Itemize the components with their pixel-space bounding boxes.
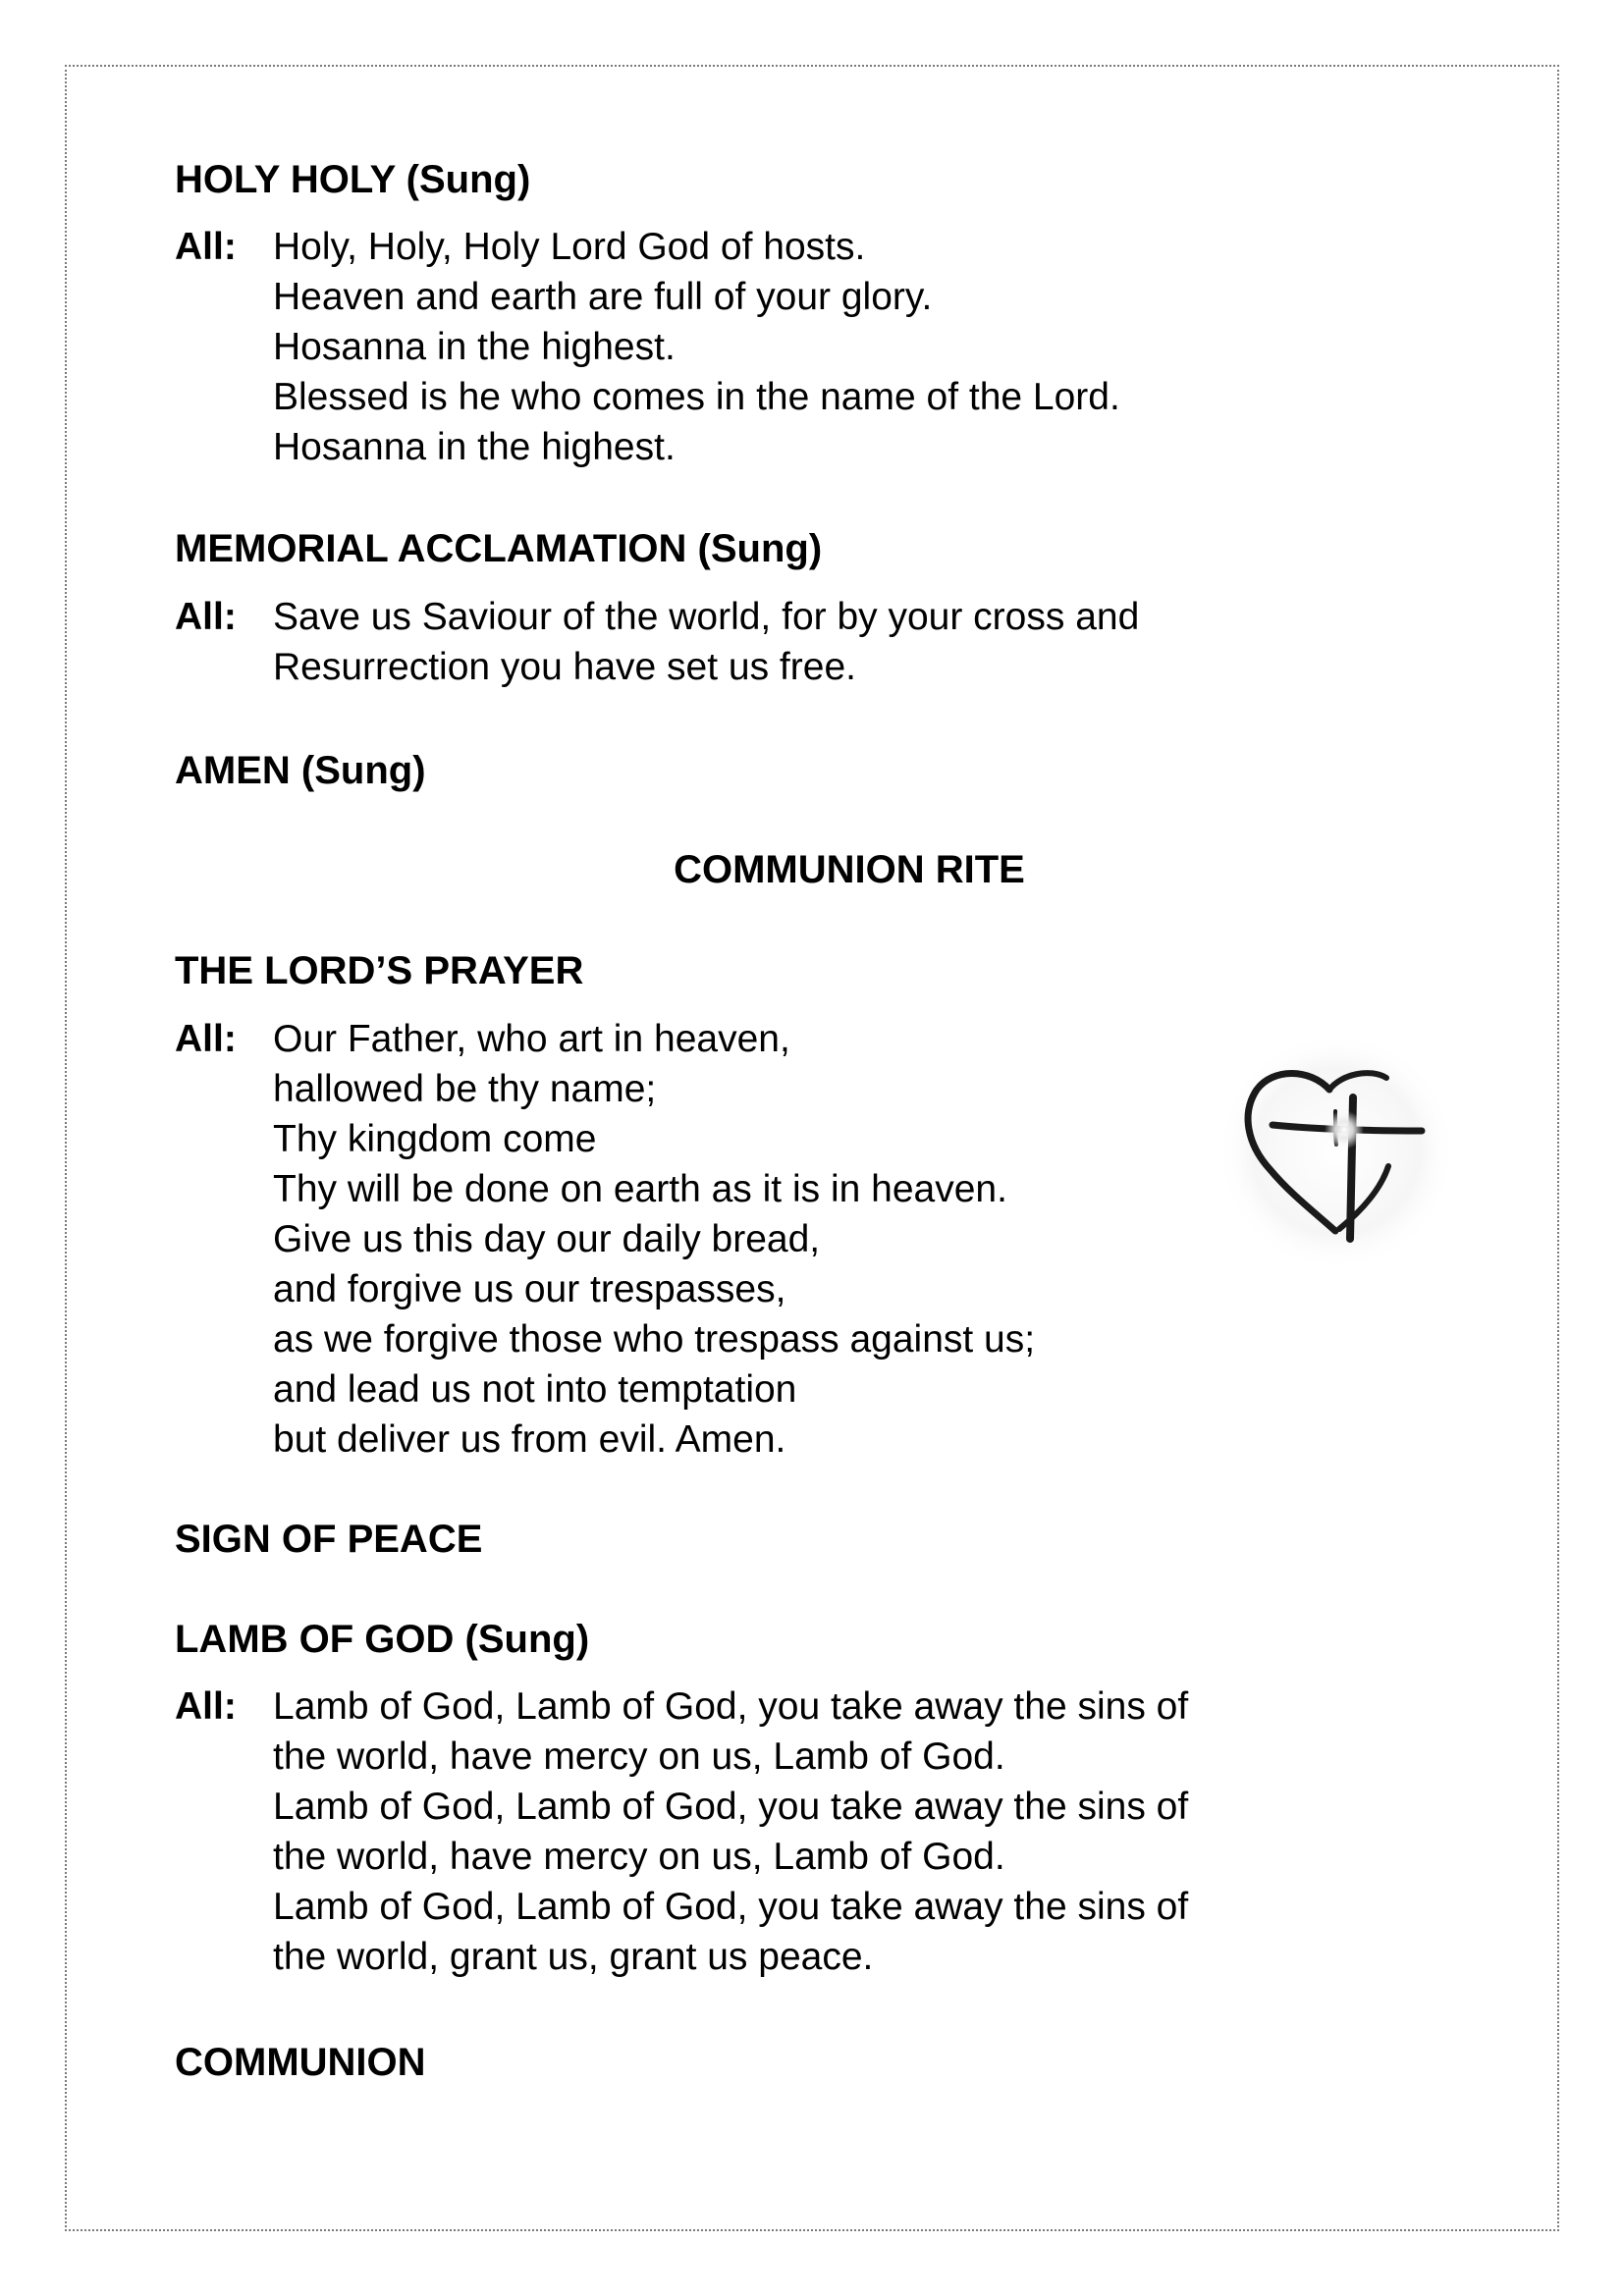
text-line: Hosanna in the highest. [273,426,676,468]
response-label: All: [175,226,237,268]
heading-holy-holy: HOLY HOLY (Sung) [175,158,531,201]
heading-amen: AMEN (Sung) [175,749,426,792]
response-label: All: [175,1018,237,1060]
text-line: and lead us not into temptation [273,1368,797,1411]
text-line: and forgive us our trespasses, [273,1268,786,1310]
text-line: Give us this day our daily bread, [273,1218,821,1260]
heading-lords-prayer: THE LORD’S PRAYER [175,949,584,992]
text-line: as we forgive those who trespass against us; [273,1318,1036,1361]
text-line: Lamb of God, Lamb of God, you take away the sins of [273,1685,1189,1728]
text-line: Lamb of God, Lamb of God, you take away the sins of [273,1786,1189,1828]
text-line: Holy, Holy, Holy Lord God of hosts. [273,226,866,268]
response-label: All: [175,1685,237,1728]
heading-communion-rite: COMMUNION RITE [674,848,1025,891]
text-line: Save us Saviour of the world, for by your cross and [273,596,1140,638]
text-line: the world, have mercy on us, Lamb of God. [273,1836,1005,1878]
heart-cross-icon [1214,1029,1459,1274]
text-line: Our Father, who art in heaven, [273,1018,790,1060]
text-line: Heaven and earth are full of your glory. [273,276,933,318]
text-line: Thy kingdom come [273,1118,597,1160]
heading-memorial-acclamation: MEMORIAL ACCLAMATION (Sung) [175,527,823,570]
text-line: hallowed be thy name; [273,1068,657,1110]
text-line: but deliver us from evil. Amen. [273,1418,786,1461]
text-line: the world, grant us, grant us peace. [273,1936,874,1978]
text-line: Thy will be done on earth as it is in heaven. [273,1168,1007,1210]
text-line: the world, have mercy on us, Lamb of God. [273,1735,1005,1778]
heading-communion: COMMUNION [175,2041,426,2084]
text-line: Lamb of God, Lamb of God, you take away the sins of [273,1886,1189,1928]
text-line: Blessed is he who comes in the name of the Lord. [273,376,1120,418]
heading-lamb-of-god: LAMB OF GOD (Sung) [175,1618,590,1661]
text-line: Resurrection you have set us free. [273,646,856,688]
heading-sign-of-peace: SIGN OF PEACE [175,1518,483,1561]
text-line: Hosanna in the highest. [273,326,676,368]
response-label: All: [175,596,237,638]
